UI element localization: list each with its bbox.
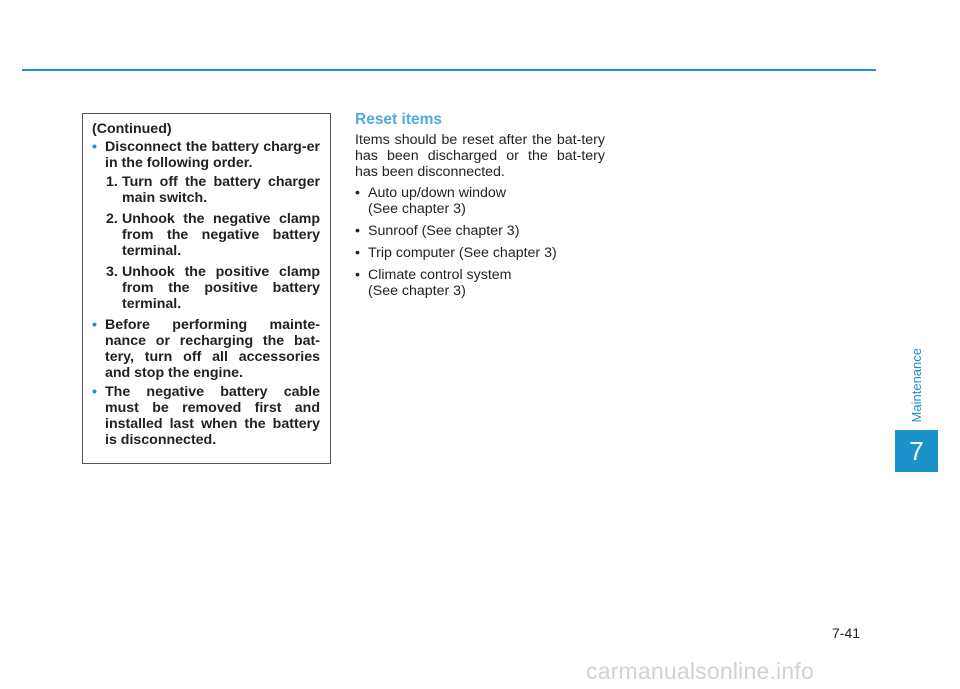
reset-item-text: Trip computer (See chapter 3): [368, 245, 557, 261]
warning-bullet: [92, 317, 320, 381]
reset-item: [355, 185, 605, 217]
bullet-dot: •: [355, 223, 360, 239]
reset-item: [355, 245, 605, 261]
section-side-label: [906, 341, 926, 429]
bullet-dot: •: [355, 245, 360, 261]
warning-step: [106, 211, 320, 259]
warning-bullet-text: Disconnect the battery charg-er in the following order.: [105, 139, 320, 171]
warning-step: [106, 174, 320, 206]
chapter-tab: 7: [895, 430, 938, 472]
reset-item-subtext: (See chapter 3): [368, 201, 466, 217]
reset-intro: Items should be reset after the bat-tery has been discharged or the bat-tery has been disconnected.: [355, 132, 605, 180]
warning-bullet: [92, 139, 320, 171]
warning-step: [106, 264, 320, 312]
page-number: 7-41: [832, 625, 861, 641]
header-rule: [22, 69, 876, 71]
reset-item-text: Auto up/down window: [368, 185, 507, 201]
warning-bullet: [92, 384, 320, 448]
bullet-dot: •: [92, 384, 97, 400]
step-number: 1.: [106, 174, 118, 190]
watermark: carmanualsonline.info: [586, 658, 814, 684]
warning-bullet-text: Before performing mainte-nance or recharging the bat-tery, turn off all accessories and stop the engine.: [105, 317, 320, 381]
step-text: Unhook the positive clamp from the positive battery terminal.: [122, 264, 320, 312]
reset-item: [355, 223, 605, 239]
reset-item-text: Climate control system: [368, 267, 512, 283]
bullet-dot: •: [92, 139, 97, 155]
warning-steps: [92, 174, 320, 312]
step-number: 3.: [106, 264, 118, 280]
warning-box: [82, 113, 331, 464]
warning-bullet-text: The negative battery cable must be removed first and installed last when the battery is disconnected.: [105, 384, 320, 448]
step-text: Turn off the battery charger main switch.: [122, 174, 320, 206]
reset-title: Reset items: [355, 111, 443, 128]
bullet-dot: •: [355, 185, 360, 201]
reset-item-subtext: (See chapter 3): [368, 283, 466, 299]
reset-item-text: Sunroof (See chapter 3): [368, 223, 520, 239]
section-label-text: Maintenance: [908, 347, 924, 423]
bullet-dot: •: [355, 267, 360, 283]
warning-heading: (Continued): [92, 121, 172, 137]
bullet-dot: •: [92, 317, 97, 333]
reset-section: [355, 110, 605, 305]
step-text: Unhook the negative clamp from the negative battery terminal.: [122, 211, 320, 259]
step-number: 2.: [106, 211, 118, 227]
reset-item: [355, 267, 605, 299]
